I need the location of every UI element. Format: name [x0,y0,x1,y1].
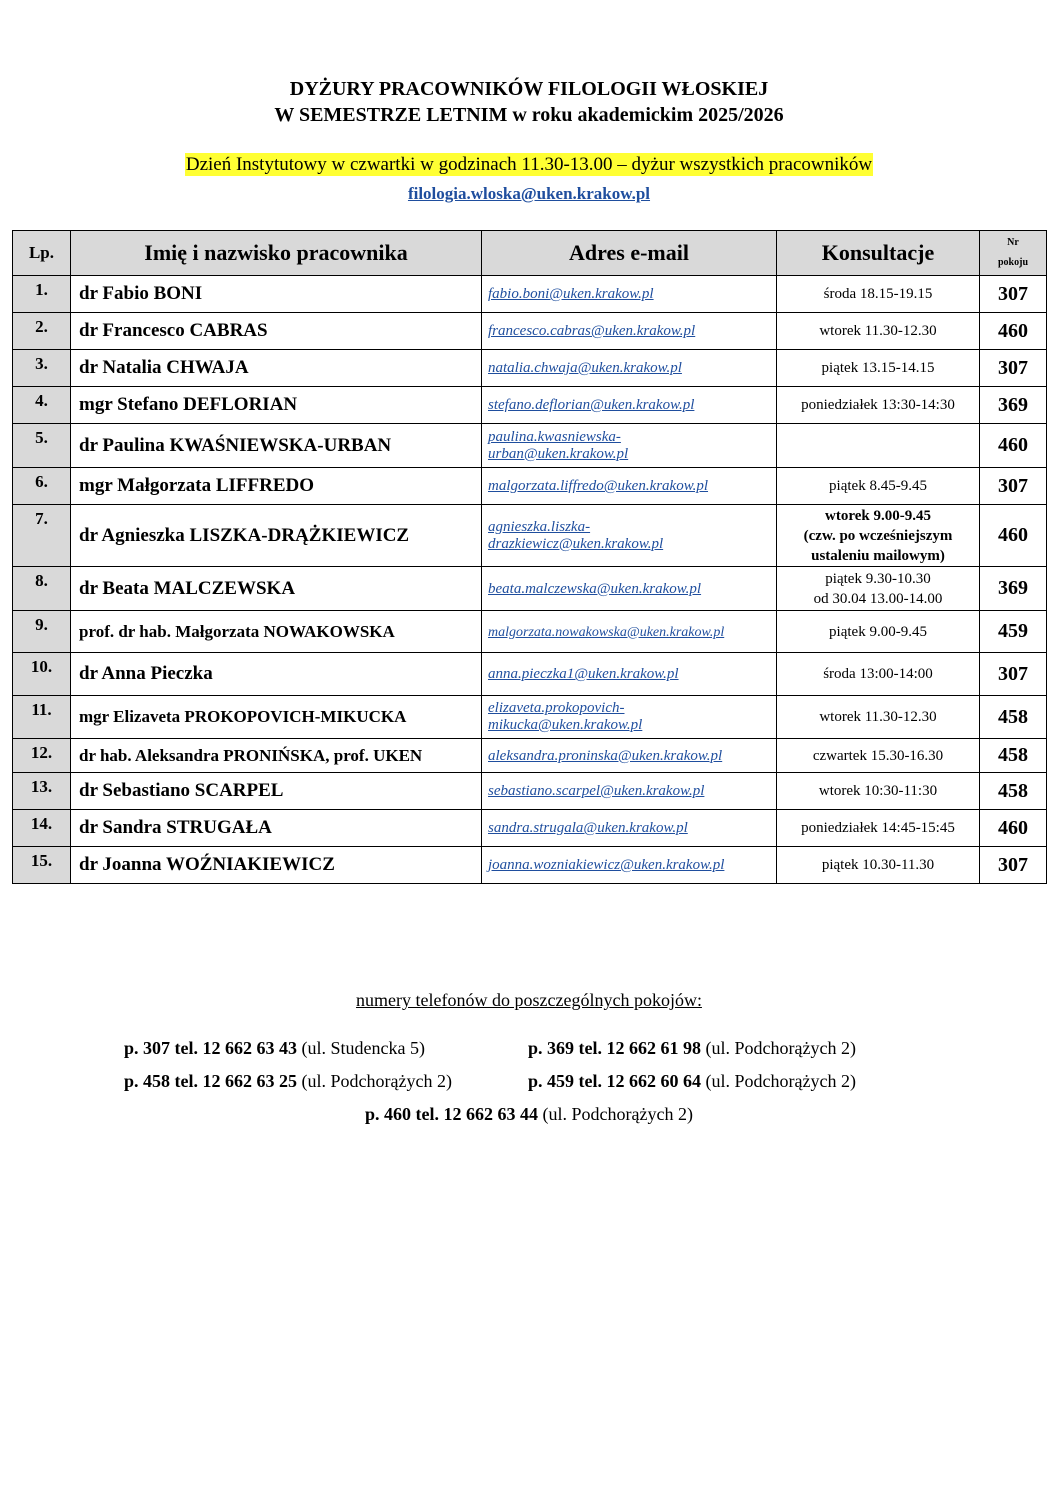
page-subtitle: W SEMESTRZE LETNIM w roku akademickim 2025/2026 [274,104,784,126]
institute-email [0,184,1058,204]
row-lp: 15. [13,847,71,884]
page-title: DYŻURY PRACOWNIKÓW FILOLOGII WŁOSKIEJ [289,78,769,100]
row-name: dr Francesco CABRAS [71,313,482,350]
email-line-2: urban@uken.krakow.pl [488,445,629,462]
phone-number: p. 307 tel. 12 662 63 43 [124,1038,297,1058]
email-link[interactable]: fabio.boni@uken.krakow.pl [488,286,654,302]
duty-table [12,230,1047,884]
email-link[interactable]: natalia.chwaja@uken.krakow.pl [488,360,682,376]
row-room: 458 [980,773,1047,810]
row-name: dr hab. Aleksandra PRONIŃSKA, prof. UKEN [71,739,482,773]
row-consultations: piątek 13.15-14.15 [777,350,980,387]
row-email [482,847,777,884]
email-line-2: drazkiewicz@uken.krakow.pl [488,535,664,552]
table-row [13,350,1047,387]
email-link[interactable]: stefano.deflorian@uken.krakow.pl [488,397,695,413]
row-lp: 4. [13,387,71,424]
institute-email-link[interactable]: filologia.wloska@uken.krakow.pl [407,184,651,203]
row-name: mgr Stefano DEFLORIAN [71,387,482,424]
header-consultations: Konsultacje [777,231,980,276]
row-room: 460 [980,505,1047,567]
row-consultations [777,424,980,468]
table-row [13,810,1047,847]
phone-address: (ul. Podchorążych 2) [705,1071,856,1091]
row-room: 307 [980,847,1047,884]
row-name: mgr Elizaveta PROKOPOVICH-MIKUCKA [71,696,482,739]
row-room: 307 [980,276,1047,313]
row-email [482,611,777,653]
table-row [13,847,1047,884]
header-room [980,231,1047,276]
row-name: dr Anna Pieczka [71,653,482,696]
table-row [13,567,1047,611]
table-row [13,739,1047,773]
row-lp: 14. [13,810,71,847]
row-room: 307 [980,350,1047,387]
phone-address: (ul. Podchorążych 2) [542,1104,693,1124]
row-lp: 9. [13,611,71,653]
consult-line-3: ustaleniu mailowym) [811,547,945,564]
email-link[interactable]: anna.pieczka1@uken.krakow.pl [488,666,679,682]
email-link[interactable]: malgorzata.liffredo@uken.krakow.pl [488,478,709,494]
row-email [482,773,777,810]
phone-number: p. 458 tel. 12 662 63 25 [124,1071,297,1091]
email-link[interactable]: sandra.strugala@uken.krakow.pl [488,820,688,836]
row-room: 458 [980,739,1047,773]
header-email: Adres e-mail [482,231,777,276]
row-email [482,468,777,505]
row-name: mgr Małgorzata LIFFREDO [71,468,482,505]
email-link[interactable]: francesco.cabras@uken.krakow.pl [488,323,696,339]
consult-line-2: (czw. po wcześniejszym [803,527,953,544]
row-email [482,276,777,313]
row-room: 460 [980,810,1047,847]
phone-room-307 [124,1038,425,1059]
row-room: 460 [980,424,1047,468]
table-row [13,773,1047,810]
header-room-line2: pokoju [997,257,1028,268]
row-email [482,387,777,424]
header-name: Imię i nazwisko pracownika [71,231,482,276]
table-row [13,611,1047,653]
phone-room-458 [124,1071,452,1092]
table-row [13,505,1047,567]
table-row [13,424,1047,468]
row-room: 458 [980,696,1047,739]
row-email [482,350,777,387]
row-email [482,739,777,773]
row-lp: 13. [13,773,71,810]
row-email [482,505,777,567]
row-name: dr Paulina KWAŚNIEWSKA-URBAN [71,424,482,468]
row-consultations [777,505,980,567]
row-lp: 2. [13,313,71,350]
row-room: 369 [980,387,1047,424]
email-link[interactable]: beata.malczewska@uken.krakow.pl [488,580,702,597]
email-line-1: agnieszka.liszka- [488,518,591,535]
phone-room-460 [0,1104,1058,1125]
email-link[interactable] [488,519,663,553]
row-lp: 7. [13,505,71,567]
consult-line-2: od 30.04 13.00-14.00 [813,590,943,607]
row-consultations: wtorek 11.30-12.30 [777,313,980,350]
row-lp: 5. [13,424,71,468]
phone-address: (ul. Podchorążych 2) [301,1071,452,1091]
row-email [482,653,777,696]
row-lp: 10. [13,653,71,696]
table-row [13,696,1047,739]
row-name: dr Sandra STRUGAŁA [71,810,482,847]
row-email [482,313,777,350]
row-room: 459 [980,611,1047,653]
institute-day-text: Dzień Instytutowy w czwartki w godzinach 11.30-13.00 – dyżur wszystkich pracowników [185,154,873,175]
email-link[interactable]: sebastiano.scarpel@uken.krakow.pl [488,783,705,799]
row-consultations: wtorek 11.30-12.30 [777,696,980,739]
row-email [482,424,777,468]
row-room: 307 [980,653,1047,696]
consult-line-1: wtorek 9.00-9.45 [825,507,931,524]
table-header-row [13,231,1047,276]
row-name: dr Fabio BONI [71,276,482,313]
row-email [482,567,777,611]
email-line-2: mikucka@uken.krakow.pl [488,717,643,733]
phone-number: p. 460 tel. 12 662 63 44 [365,1104,539,1124]
row-name: dr Joanna WOŹNIAKIEWICZ [71,847,482,884]
row-name: dr Natalia CHWAJA [71,350,482,387]
email-line-1: elizaveta.prokopovich- [488,700,625,716]
phone-room-369 [528,1038,856,1059]
table-row [13,387,1047,424]
phone-number: p. 369 tel. 12 662 61 98 [528,1038,701,1058]
row-consultations [777,567,980,611]
row-lp: 6. [13,468,71,505]
row-email [482,810,777,847]
phone-address: (ul. Podchorążych 2) [705,1038,856,1058]
phones-title: numery telefonów do poszczególnych pokojów: [356,990,702,1010]
email-link[interactable]: joanna.wozniakiewicz@uken.krakow.pl [488,857,725,873]
row-name: dr Sebastiano SCARPEL [71,773,482,810]
table-row [13,653,1047,696]
row-consultations: piątek 8.45-9.45 [777,468,980,505]
row-lp: 12. [13,739,71,773]
email-link[interactable]: aleksandra.proninska@uken.krakow.pl [488,747,723,764]
row-room: 307 [980,468,1047,505]
table-row [13,276,1047,313]
row-name: dr Beata MALCZEWSKA [71,567,482,611]
row-consultations: poniedziałek 14:45-15:45 [777,810,980,847]
row-room: 460 [980,313,1047,350]
row-name: dr Agnieszka LISZKA-DRĄŻKIEWICZ [71,505,482,567]
table-row [13,313,1047,350]
row-name: prof. dr hab. Małgorzata NOWAKOWSKA [71,611,482,653]
row-lp: 11. [13,696,71,739]
phone-address: (ul. Studencka 5) [301,1038,425,1058]
email-link[interactable] [488,429,628,463]
header-room-line1: Nr [1007,237,1019,248]
email-link[interactable]: malgorzata.nowakowska@uken.krakow.pl [488,624,725,640]
institute-day-note [0,154,1058,176]
email-line-1: paulina.kwasniewska- [488,428,621,445]
row-room: 369 [980,567,1047,611]
table-row [13,468,1047,505]
row-consultations: poniedziałek 13:30-14:30 [777,387,980,424]
row-lp: 8. [13,567,71,611]
email-link[interactable] [488,700,642,734]
header-lp: Lp. [13,231,71,276]
row-consultations: środa 18.15-19.15 [777,276,980,313]
row-email [482,696,777,739]
row-lp: 3. [13,350,71,387]
phone-number: p. 459 tel. 12 662 60 64 [528,1071,701,1091]
row-consultations: piątek 10.30-11.30 [777,847,980,884]
row-consultations: piątek 9.00-9.45 [777,611,980,653]
phone-room-459 [528,1071,856,1092]
row-consultations: wtorek 10:30-11:30 [777,773,980,810]
row-consultations: środa 13:00-14:00 [777,653,980,696]
row-lp: 1. [13,276,71,313]
consult-line-1: piątek 9.30-10.30 [825,570,931,587]
row-consultations: czwartek 15.30-16.30 [777,739,980,773]
